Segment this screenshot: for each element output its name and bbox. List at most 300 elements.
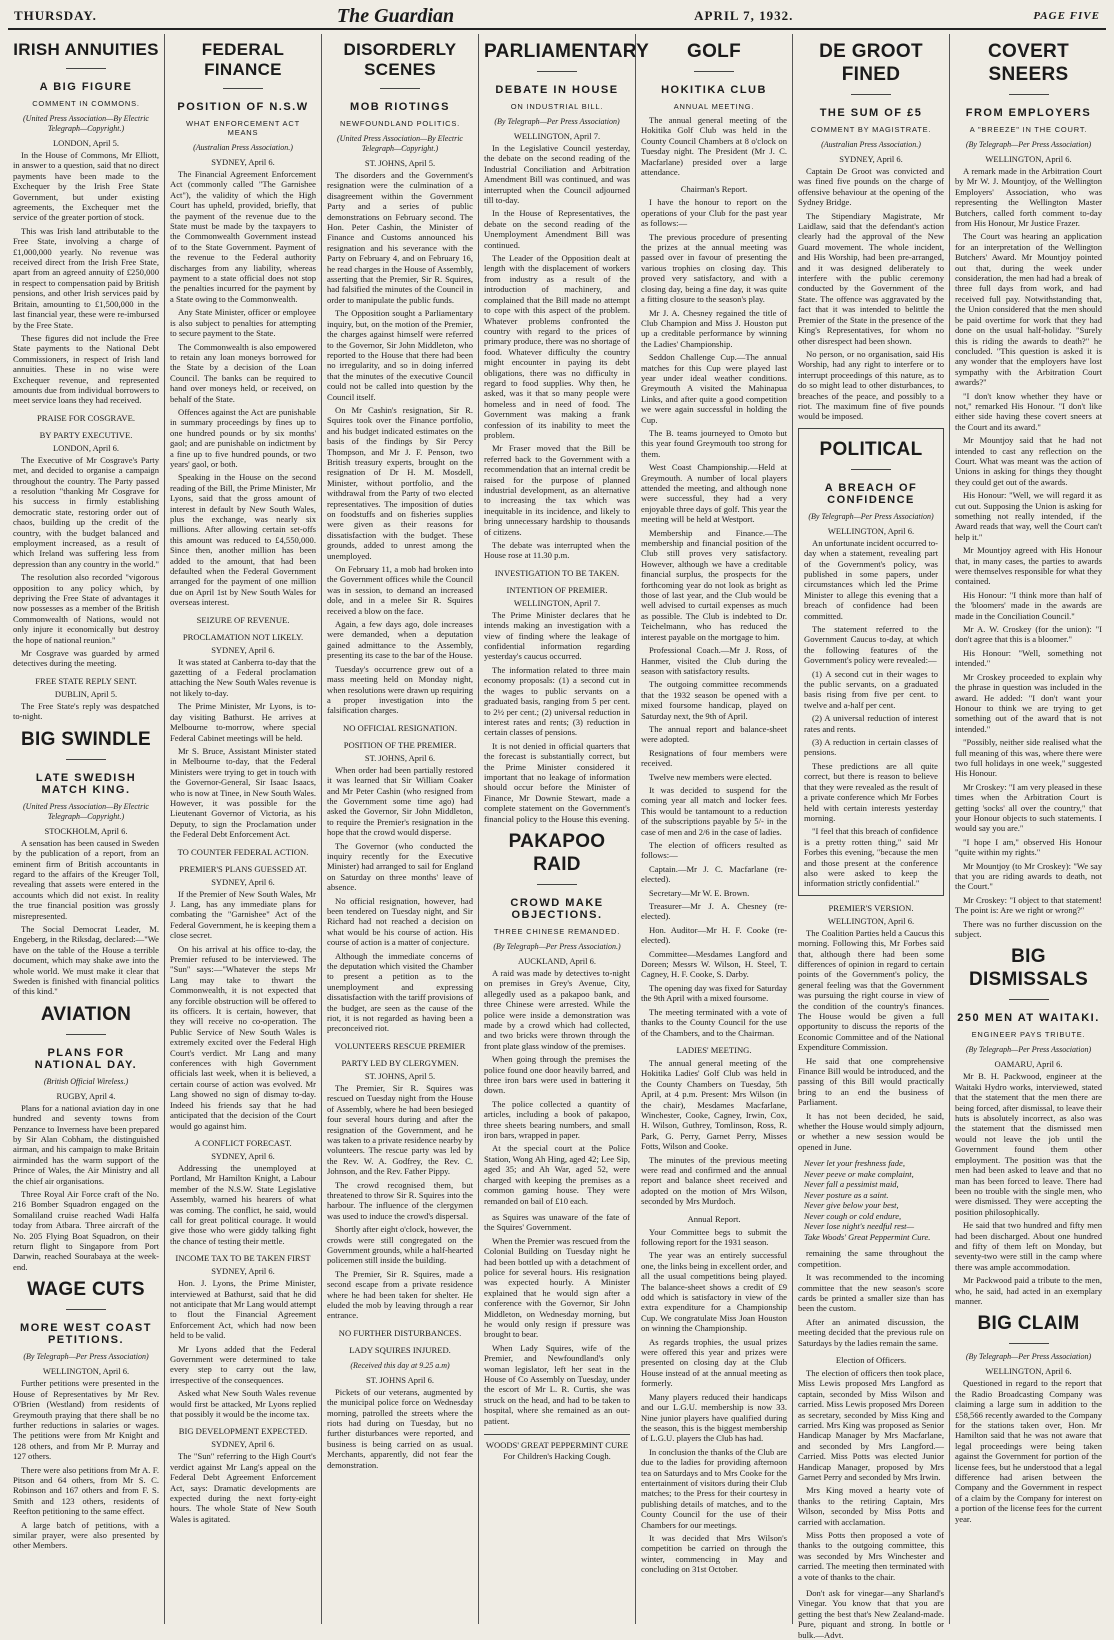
subhead: INCOME TAX TO BE TAKEN FIRST bbox=[175, 1253, 311, 1264]
dateline: SYDNEY, April 6. bbox=[211, 1439, 275, 1450]
subhead: PREMIER'S VERSION. bbox=[828, 902, 914, 913]
paragraph: A sensation has been caused in Sweden by the publication of a report, from an eminent firm of British accountants in regard to the affairs of the Kreuger Toll, revealing that assets were entered in the accounts which did not exist. In reality the true financial position was grossly misrepresented. bbox=[13, 837, 159, 921]
paragraph: There were also petitions from Mr A. F. Pitson and 64 others, from Mr S. C. Robinson and 167 others and from F. S. Smith and 123 others, residents of Reefton petitioning to the same effect. bbox=[13, 1464, 159, 1517]
paragraph: The Stipendiary Magistrate, Mr Laidlaw, said that the defendant's action clearly had the approval of the New Guard movement. The whole incident, and His Worship, had been pre-arranged, and it was designed deliberately to interfere with the public ceremony conducted by the Government of the State. The offence was aggravated by the fact that it was intended to belittle the Premier of the State in the presence of the King's Representatives, for whom no other disrespect had been shown. bbox=[798, 210, 944, 346]
headline: GOLF bbox=[687, 41, 741, 62]
paragraph: When Lady Squires, wife of the Premier, and Newfoundland's only woman legislator, left her seat in the House of Co Assembly on Tuesday, under the escort of Mr L. R. Curtis, she was struck on the head, and had to be taken to hospital, where she remained as an out-patient. bbox=[484, 1342, 630, 1426]
paragraph: When going through the premises the police found one door heavily barred, and three iron bars were used in battering it down. bbox=[484, 1054, 630, 1096]
paragraph: This was Irish land attributable to the Free State, involving a charge of £1,000,000 yearly. No revenue was received direct from the Irish Free State, apart from an agreed annuity of £250,000 in respect to compensation paid by British pensions, and other Irish services paid by Britain, amounting to £1,500,000 in the last financial year, these were re-imbursed by the Free State. bbox=[13, 225, 159, 330]
article bbox=[641, 1214, 787, 1575]
deck: MOB RIOTINGS bbox=[350, 101, 450, 113]
source-line: (By Telegraph—Per Press Association) bbox=[23, 1352, 149, 1362]
paragraph: Captain.—Mr J. C. Macfarlane (re-elected). bbox=[641, 863, 787, 885]
headline: FEDERAL FINANCE bbox=[201, 40, 285, 79]
article bbox=[641, 1045, 787, 1207]
rule-divider bbox=[537, 71, 577, 72]
paragraph: The Opposition sought a Parliamentary inquiry, but, on the motion of the Premier, the charges against himself were referred to the Governor, Sir John Middleton, who reported to the House that there had been no irregularity, and so in doing inferred that the minutes of the executive Council could not be called into question by the Council itself. bbox=[327, 308, 473, 402]
paragraph: It was stated at Canberra to-day that the gazetting of a Federal proclamation attaching the New South Wales revenue is not likely to-day. bbox=[170, 656, 316, 698]
subhead: PROCLAMATION NOT LIKELY. bbox=[182, 631, 304, 642]
paragraph: Mr J. A. Chesney regained the title of Club Champion and Miss J. Houston put up a creditable performance by winning the Ladies' Championship. bbox=[641, 307, 787, 349]
paragraph: In the Legislative Council yesterday, the debate on the second reading of the Industrial Conciliation and Arbitration Amendment Bill was continued, and was interrupted when the Council adjourned till to-day. bbox=[484, 143, 630, 206]
paragraph: as Squires was unaware of the fate of the Squires' Government. bbox=[484, 1211, 630, 1233]
subhead: SEIZURE OF REVENUE. bbox=[196, 614, 290, 625]
source-line: (By Telegraph—Per Press Association) bbox=[494, 117, 620, 126]
paragraph: He said that one comprehensive Finance Bill would be introduced, and the passing of this Bill would practically bring to an end the business of Parliament. bbox=[798, 1055, 944, 1108]
verse-line: Take Woods' Great Peppermint Cure. bbox=[804, 1231, 931, 1242]
dateline: ST. JOHNS, April 6. bbox=[364, 752, 436, 763]
subdeck: NEWFOUNDLAND POLITICS. bbox=[339, 119, 461, 128]
subhead: INTENTION OF PREMIER. bbox=[506, 584, 608, 595]
article bbox=[13, 1003, 159, 1273]
headline: BIG CLAIM bbox=[977, 1313, 1080, 1335]
source-line: (By Telegraph—Per Press Association) bbox=[965, 1045, 1092, 1055]
rule-divider bbox=[66, 1034, 106, 1035]
paragraph: The opening day was fixed for Saturday the 9th April with a mixed foursome. bbox=[641, 982, 787, 1004]
dateline: WELLINGTON, April 7. bbox=[513, 597, 601, 608]
article bbox=[484, 1212, 630, 1426]
paragraph: The Social Democrat Leader, M. Engeberg, in the Riksdag, declared:—"We have on the table of the House a terrible document, which may shake awe into the whole world. We must make it clear that Sweden is finished with financial politics of this kind." bbox=[13, 923, 159, 997]
subdeck: COMMENT IN COMMONS. bbox=[32, 99, 140, 108]
paragraph: In conclusion the thanks of the Club are due to the ladies for providing afternoon tea on Saturdays and to Mrs Cooke for the entertainment of visitors during their Club matches; to the Press for their courtesy in publishing details of matches, and to the County Council for the use of their Chambers for our meetings. bbox=[641, 1446, 787, 1530]
headline: DISORDERLY SCENES bbox=[343, 40, 457, 79]
paragraph: A raid was made by detectives to-night on premises in Grey's Avenue, City, allegedly used as a pakapoo bank, and three Chinese were arrested. While the police were inside a demonstration was made by a crowd which had collected, and two bricks were thrown through the front plate glass window of the premises. bbox=[484, 967, 630, 1051]
paragraph: I have the honour to report on the operations of your Club for the past year as follows:— bbox=[641, 197, 787, 229]
paragraph: Your Committee begs to submit the following report for the 1931 season. bbox=[641, 1226, 787, 1247]
verse-line: Never peeve or make complaint, bbox=[804, 1168, 914, 1179]
masthead-date: APRIL 7, 1932. bbox=[694, 8, 794, 23]
paragraph: When order had been partially restored it was learned that Sir William Coaker and Mr Peter Cashin (who resigned from the Government some time ago) had asked the Governor, Sir John Middleton, to require the Premier's resignation in the hope that the crowd would disperse. bbox=[327, 764, 473, 838]
paragraph: The election of officers then took place, Miss Lewis proposed Mrs Langford as captain, seconded by Miss Wilson and carried. Miss Lewis proposed Mrs Doreen as secretary, seconded by Miss King and carried. Mrs King was proposed as Senior Handicap Manager by Mrs Macfarlane, and seconded by Mrs Langford.—Carried. Miss Potts was elected Junior Handicap Manager, proposed by Mrs Garnet Perry and seconded by Mrs Irwin. bbox=[798, 1367, 944, 1482]
dateline: LONDON, April 6. bbox=[52, 442, 120, 453]
paragraph: Addressing the unemployed at Portland, Mr Hamilton Knight, a Labour member of the N.S.W. State Legislative Assembly, warned his hearers of what was coming. The conflict, he said, would call for great political courage. It would give those who were giddy talking fight the chance of testing their mettle. bbox=[170, 1162, 316, 1246]
paragraph: West Coast Championship.—Held at Greymouth. A number of local players attended the meeting, and although none were successful, they had a very enjoyable three days of golf. This year the meeting will be held at Westport. bbox=[641, 462, 787, 525]
subdeck: ANNUAL MEETING. bbox=[673, 102, 755, 111]
paragraph: Tuesday's occurrence grew out of a mass meeting held on Monday night, when resolutions were drawn up requiring a proper investigation into the falsification charges. bbox=[327, 663, 473, 716]
column-grid bbox=[8, 34, 1106, 1640]
paragraph: Plans for a national aviation day in one hundred and seventy towns from Penzance to Inverness have been prepared by Sir Alan Cobham, the distinguished airman, and his campaign to make Britain airminded has the warm support of the Prince of Wales, the Air Ministry and all the chief air organisations. bbox=[13, 1102, 159, 1186]
paragraph: The "Sun" referring to the High Court's verdict against Mr Lang's appeal on the Federal Debt Agreement Enforcement Act, says: Dramatic developments are expected during the next forty-eight hours. The whole State of New South Wales is agitated. bbox=[170, 1451, 316, 1524]
column-4 bbox=[479, 34, 650, 1624]
paragraph: "I don't know whether they have or not," remarked His Honour. "I don't like either side having these covert sneers at the Court and its award." bbox=[955, 390, 1102, 432]
article bbox=[798, 903, 944, 1153]
deck: A BIG FIGURE bbox=[39, 81, 133, 93]
deck: LATE SWEDISH MATCH KING. bbox=[35, 771, 137, 796]
rule-divider bbox=[66, 68, 106, 69]
paragraph: The Prime Minister declares that he intends making an investigation with a view of finding where the leakage of confidential information regarding yesterday's caucus occurred. bbox=[484, 609, 630, 662]
article bbox=[798, 428, 944, 896]
article bbox=[798, 1248, 944, 1348]
paragraph: Offences against the Act are punishable in summary proceedings by fines up to one hundred pounds or by six months' gaol; and are punishable on indictment by a fine up to five hundred pounds, or two years' gaol, or both. bbox=[170, 406, 316, 469]
subhead: NO OFFICIAL RESIGNATION. bbox=[342, 722, 458, 733]
verse-line: Never fall a pessimist maid, bbox=[804, 1179, 899, 1190]
rule-divider bbox=[1009, 1343, 1049, 1344]
paragraph: Mr Croskey: "I am very pleased in these times when the Arbitration Court is getting 'socks' all over the country," that your Honour objects to such statements. I would say you are." bbox=[955, 781, 1102, 834]
paragraph: "I hope I am," observed His Honour "quite within my rights." bbox=[955, 836, 1102, 858]
deck: HOKITIKA CLUB bbox=[661, 84, 767, 96]
paragraph: There was no further discussion on the subject. bbox=[955, 918, 1102, 940]
source-line: (By Telegraph—Per Press Association) bbox=[808, 511, 934, 521]
paragraph: Mr Cosgrave was guarded by armed detectives during the meeting. bbox=[13, 648, 159, 669]
dateline: STOCKHOLM, April 6. bbox=[44, 825, 128, 836]
paragraph: It was recommended to the incoming committee that the new season's score cards be printed a smaller size than has been the custom. bbox=[798, 1272, 944, 1314]
rule-divider bbox=[537, 884, 577, 885]
subdeck: A "BREEZE" IN THE COURT. bbox=[969, 125, 1088, 134]
source-line: (United Press Association—By Electric Telegraph—Copyright.) bbox=[23, 114, 149, 133]
dateline: WELLINGTON, April 7. bbox=[513, 131, 601, 141]
paragraph: Asked what New South Wales revenue would first be attacked, Mr Lyons replied that possibly it would be the income tax. bbox=[170, 1388, 316, 1420]
paragraph: Pickets of our veterans, augmented by the municipal police force on Wednesday morning, patrolled the streets where the riots had during on Tuesday, but no further disturbances were reported, and business is being carried on as usual. Merchants, apparently, did not fear the demonstration. bbox=[327, 1386, 473, 1470]
paragraph: The Premier, Sir R. Squires, made a second escape from a private residence where he had been taken for shelter. He eluded the mob by leaving through a rear entrance. bbox=[327, 1268, 473, 1321]
column-6 bbox=[793, 34, 950, 1640]
subhead: VOLUNTEERS RESCUE PREMIER bbox=[334, 1040, 466, 1051]
paragraph: remaining the same throughout the competition. bbox=[798, 1248, 944, 1269]
dateline: LONDON, April 5. bbox=[52, 138, 120, 148]
article bbox=[170, 1138, 316, 1246]
dateline: WELLINGTON, April 6. bbox=[985, 1366, 1072, 1377]
paragraph: Hon. Auditor—Mr H. F. Cooke (re-elected). bbox=[641, 924, 787, 946]
rule-divider bbox=[1009, 999, 1049, 1000]
headline: BIG SWINDLE bbox=[21, 728, 151, 750]
headline: DE GROOT FINED bbox=[819, 41, 923, 85]
paragraph: Committee—Mesdames Langford and Doreen; Messrs W. Wilson, H. Steel, T. Cagney, H. F. Cooke, S. Darby. bbox=[641, 948, 787, 980]
paragraph: At the special court at the Police Station, Wong Ah Hing, aged 42; Lee Sip, aged 35; and Ah War, aged 52, were charged with keeping the premises as a common gaming house. They were remanded on bail of £10 each. bbox=[484, 1143, 630, 1206]
verse-line: Never posture as a saint. bbox=[804, 1189, 889, 1200]
paragraph: The annual general meeting of the Hokitika Golf Club was held in the County Council Chambers at 8 o'clock on Tuesday night. The President (Mr J. C. Macfarlane) presided over a large attendance. bbox=[641, 115, 787, 178]
headline: WAGE CUTS bbox=[27, 1279, 145, 1301]
paragraph: (3) A reduction in certain classes of pensions. bbox=[804, 737, 938, 758]
paragraph: The information related to three main economy proposals: (1) a second cut in the wages to public servants on a graduated basis, ranging from 5 per cent. to 2½ per cent.; (2) universal reduction in interest rates and rents; (3) reduction in certain classes of pensions. bbox=[484, 664, 630, 738]
rule-divider bbox=[223, 88, 263, 89]
subhead: BIG DEVELOPMENT EXPECTED. bbox=[178, 1426, 308, 1437]
subhead: LADY SQUIRES INJURED. bbox=[349, 1344, 451, 1355]
dateline: WELLINGTON, April 6. bbox=[985, 154, 1072, 164]
headline: PAKAPOO RAID bbox=[508, 830, 606, 875]
masthead-day: THURSDAY. bbox=[14, 8, 97, 23]
subhead: PARTY LED BY CLERGYMEN. bbox=[341, 1057, 459, 1068]
dateline: SYDNEY, April 6. bbox=[211, 1266, 275, 1277]
dateline: SYDNEY, April 6. bbox=[211, 157, 275, 167]
paragraph: These predictions are all quite correct, but there is reason to believe that they were revealed as the result of a private conference which Mr Forbes held with certain interests yesterday morning. bbox=[804, 760, 938, 823]
dateline: SYDNEY, April 6. bbox=[211, 1150, 275, 1161]
paragraph: The Coalition Parties held a Caucus this morning. Following this, Mr Forbes said that, although there had been some differences of opinion in regard to certain points of the Government's policy, the general feeling was that the Government was pursuing the right course in view of the condition of the country's finances. The House would be given a full opportunity to discuss the reports of the Economic Committee and of the National Expenditure Commission. bbox=[798, 927, 944, 1053]
source-line: (United Press Association—By Electric Telegraph—Copyright.) bbox=[337, 134, 463, 153]
article bbox=[13, 40, 159, 406]
source-line: (Received this day at 9.25 a.m) bbox=[350, 1360, 450, 1370]
paragraph: Mr Mountjoy (to Mr Croskey): "We say that you are riding awards to death, not the Court." bbox=[955, 860, 1102, 892]
article bbox=[955, 945, 1102, 1306]
dateline: AUCKLAND, April 6. bbox=[518, 955, 596, 966]
paragraph: As regards trophies, the usual prizes were offered this year and prizes were presented on closing day at the Club House instead of at the annual meeting as formerly. bbox=[641, 1336, 787, 1389]
article bbox=[170, 847, 316, 1131]
paragraph: The debate was interrupted when the House rose at 11.30 p.m. bbox=[484, 540, 630, 561]
subhead: TO COUNTER FEDERAL ACTION. bbox=[177, 846, 309, 857]
paragraph: Mr Mountjoy agreed with His Honour that, in many cases, the parties to awards were themselves responsible for what they contained. bbox=[955, 545, 1102, 587]
article bbox=[327, 40, 473, 716]
rule-divider bbox=[851, 94, 891, 95]
paragraph: Mr Croskey: "I object to that statement! The point is: Are we right or wrong?" bbox=[955, 894, 1102, 916]
article bbox=[170, 1253, 316, 1419]
deck: 250 MEN AT WAITAKI. bbox=[957, 1012, 1100, 1025]
paragraph: Again, a few days ago, dole increases were demanded, when a deputation gained admittance to the Assembly, presenting its case to the bar of the House. bbox=[327, 619, 473, 661]
deck: DEBATE IN HOUSE bbox=[495, 84, 619, 96]
dateline: WELLINGTON, April 6. bbox=[42, 1366, 130, 1377]
subdeck: THREE CHINESE REMANDED. bbox=[493, 926, 621, 936]
paragraph: The B. teams journeyed to Omoto but this year found Greymouth too strong for them. bbox=[641, 427, 787, 459]
dateline: OAMARU, April 6. bbox=[994, 1059, 1063, 1070]
article bbox=[798, 1355, 944, 1582]
ad-title: WOODS' GREAT PEPPERMINT CURE bbox=[485, 1440, 629, 1451]
paragraph: On his arrival at his office to-day, the Premier refused to be interviewed. The "Sun" says:—"Whatever the steps Mr Lang may take to thwart the Commonwealth, it is not expected that any forcible obstruction will be offered to its officers. It is certain, however, that they will receive no co-operation. The Public Service of New South Wales is extremely excited over the Federal High Court's verdict. Mr Lang and many conferences with high Government officials last week, when it is believed, a certain course of action was evolved. Mr Lang showed no sign of dismay to-day. Indeed his friends say that he had anticipated that the decision of the Court would go against him. bbox=[170, 943, 316, 1131]
paragraph: Questioned in regard to the report that the Radio Broadcasting Company was claiming a large sum in addition to the £58,566 recently awarded to the Company for the stations taken over, Hon. Mr Hamilton said that he was not aware that legal proceedings were being taken against the Government for portion of the license fees, but he understood that a legal difference had arisen between the Company and the Government in respect of a claim by the Company for interest on a portion of the license fees for the current year. bbox=[955, 1378, 1102, 1524]
article bbox=[955, 1312, 1102, 1524]
paragraph: The Governor (who conducted the inquiry recently for the Executive Minister) had arranged to sail for England on Saturday on three months' leave of absence. bbox=[327, 840, 473, 893]
paragraph: The Prime Minister, Mr Lyons, is to-day visiting Bathurst. He arrives at Melbourne to-morrow, where special Federal Cabinet meetings will be held. bbox=[170, 701, 316, 743]
paragraph: Three Royal Air Force craft of the No. 216 Bomber Squadron engaged on the Somaliland cruise reached Wadi Halfa today from Atbara. Three aircraft of the No. 205 Flying Boat Squadron, on their return flight to Singapore from Port Darwin, reached Sourabaya at the week-end. bbox=[13, 1189, 159, 1272]
paragraph: These figures did not include the Free State payments to the National Debt Commissioners, in respect of Irish land annuities. These in no wise were Exchequer revenue, and represented amounts due from individual borrowers to meet service loans they had received. bbox=[13, 332, 159, 406]
headline: AVIATION bbox=[40, 1003, 132, 1025]
paragraph: The year was an entirely successful one, the links being in excellent order, and all the usual competitions being played. The balance-sheet shows a credit of £9 odd which is satisfactory in view of the extra expenditure for a Championship Cup. We congratulate Miss Joan Houston on winning the Championship. bbox=[641, 1250, 787, 1334]
subhead: POSITION OF THE PREMIER. bbox=[343, 739, 457, 750]
paragraph: His Honour: "I think more than half of the 'bloomers' made in the awards are made in the Conciliation Council." bbox=[955, 589, 1102, 621]
paragraph: (1) A second cut in their wages to the public servants, on a graduated basis rising from five per cent. to twelve and a-half per cent. bbox=[804, 668, 938, 710]
paragraph: Secretary—Mr W. E. Brown. bbox=[649, 887, 750, 898]
article bbox=[484, 40, 650, 561]
dateline: SYDNEY, April 6. bbox=[211, 644, 275, 655]
paragraph: Further petitions were presented in the House of Representatives by Mr Rev. O'Brien (Westland) from residents of Greymouth praying that there shall be no further reductions in salaries or wages. The petitions were from Mr Knight and 128 others, and from Mr P. Murray and 127 others. bbox=[13, 1378, 159, 1462]
article bbox=[484, 568, 630, 824]
paragraph: (2) A universal reduction of interest rates and rents. bbox=[804, 713, 938, 734]
masthead bbox=[8, 4, 1106, 30]
source-line: (British Official Wireless.) bbox=[43, 1076, 129, 1086]
paragraph: No person, or no organisation, said His Worship, had any right to interfere or to interrupt proceedings of this nature, as to do so might lead to other disturbances, to breaches of the peace, and possibly to a riot. The maximum fine of five pounds would be imposed. bbox=[798, 348, 944, 422]
article bbox=[170, 40, 316, 608]
dateline: WELLINGTON, April 6. bbox=[827, 525, 915, 536]
paragraph: On Mr Cashin's resignation, Sir R. Squires took over the Finance portfolio, and his budget indicated estimates on the basis of the findings by Sir Percy Thompson, and Mr J. F. Penson, two British treasury experts, brought on the resignation of Dr H. M. Mosdell, Minister, without portfolio, and the withdrawal from the Party of two elected representatives. The imposition of duties on foodstuffs and on fisheries supplies were given as their reasons for dissatisfaction with the budget. These grounds, added to unrest among the unemployed. bbox=[327, 404, 473, 561]
paragraph: The resolution also recorded "vigorous opposition to any policy which, by depriving the Free State of advantages it now possesses as a member of the British Commonwealth of Nations, would not only injure it economically but destroy the hope of national reunion." bbox=[13, 572, 159, 645]
paragraph: Mr Lyons added that the Federal Government were determined to take every step to carry out the law, irrespective of the consequences. bbox=[170, 1343, 316, 1385]
paragraph: Resignations of four members were received. bbox=[641, 747, 787, 769]
paragraph: The election of officers resulted as follows:— bbox=[641, 840, 787, 861]
paragraph: It was decided that Mrs Wilson's competition be carried on through the winter, commencing in May and concluding on 31st October. bbox=[641, 1532, 787, 1575]
rule-divider bbox=[694, 71, 734, 72]
subhead: BY PARTY EXECUTIVE. bbox=[39, 429, 133, 440]
paragraph: The meeting terminated with a vote of thanks to the County Council for the use of the Chambers, and to the Chairman. bbox=[641, 1006, 787, 1038]
paragraph: Seddon Challenge Cup.—The annual matches for this Cup were played last year under ideal weather conditions. Greymouth A visited the Mahinapua Links, and after quite a good competition we were again successful in holding the Cup. bbox=[641, 352, 787, 425]
paragraph: The minutes of the previous meeting were read and confirmed and the annual report and balance sheet received and adopted on the motion of Mrs Wilson, seconded by Mrs Murdoch. bbox=[641, 1154, 787, 1207]
deck: THE SUM OF £5 bbox=[819, 107, 923, 119]
paragraph: The Leader of the Opposition dealt at length with the displacement of workers from industry as a result of the introduction of machinery, and complained that the Bill made no attempt to cope with this aspect of the problem. Whatever problems confronted the country with regard to the prices of primary produce, there was no shortage of food. Whatever difficulty the country might encounter in paying its debt obligations, there was no difficulty in regard to food supplies. Why then, he asked, was it that so many people were homeless and in need of food. The Government was making a frank confession of its inability to meet the problem. bbox=[484, 253, 630, 440]
source-line: (Australian Press Association.) bbox=[821, 140, 921, 149]
column-2 bbox=[165, 34, 322, 1624]
paragraph: Twelve new members were elected. bbox=[649, 771, 772, 782]
paragraph: Mr Croskey proceeded to explain why the phrase in question was included in the award. He added: "I don't want your Honour to think we are trying to get something out of the award that is not intended." bbox=[955, 671, 1102, 734]
paragraph: Mr Mountjoy said that he had not intended to cast any reflection on the Court. What was meant was the action of Unions in asking for things they thought they could get out of the awards. bbox=[955, 435, 1102, 487]
verse-line: Never let your freshness fade, bbox=[804, 1158, 905, 1169]
headline: BIG DISMISSALS bbox=[968, 946, 1089, 991]
dateline: SYDNEY, April 6. bbox=[211, 876, 275, 887]
article bbox=[13, 676, 159, 722]
subhead: LADIES' MEETING. bbox=[676, 1044, 752, 1055]
source-line: (By Telegraph—Per Press Association) bbox=[965, 140, 1092, 149]
paragraph: Mr S. Bruce, Assistant Minister stated in Melbourne to-day, that the Federal Ministers were trying to get in touch with the Governor-General, Sir Isaac Isaacs, who is now at Tinee, in New South Wales. However, it was possible for the Lieutenant Governor of Victoria, as his Deputy, to sign the Proclamation under the Federal Debt Enforcement Act. bbox=[170, 745, 316, 840]
subdeck: WHAT ENFORCEMENT ACT MEANS bbox=[186, 119, 300, 137]
paragraph: Membership and Finance.—The membership and financial position of the Club still proves very satisfactory. However, although we have a creditable financial surplus, the prospects for the forthcoming year do not look as bright as those of last year, and the Club would be well advised to curtail expenses as much as possible. The Club is indebted to Dr. Teichelmann, who has reduced the interest payable on the mortgage to him. bbox=[641, 527, 787, 642]
paragraph: The previous procedure of presenting the prizes at the annual meeting was passed over in favour of presenting the various trophies on closing day. This proved very satisfactory, and with a closing day, being a fine day, it was quite a fitting closure to the season's play. bbox=[641, 231, 787, 305]
paragraph: On February 11, a mob had broken into the Government offices while the Council was in session, to demand an increased dole, and in a melee Sir R. Squires received a blow on the face. bbox=[327, 564, 473, 616]
subhead: A CONFLICT FORECAST. bbox=[194, 1137, 292, 1148]
dateline: ST. JOHNS April 6. bbox=[365, 1374, 435, 1385]
advert-verse bbox=[804, 1158, 944, 1242]
column-7 bbox=[950, 34, 1107, 1624]
subhead: Election of Officers. bbox=[835, 1354, 907, 1365]
paragraph: It has not been decided, he said, whether the House would simply adjourn, or whether a new session would be opened in June. bbox=[798, 1110, 944, 1152]
paragraph: Treasurer—Mr J. A. Chesney (re-elected). bbox=[641, 901, 787, 922]
paragraph: Mrs King moved a hearty vote of thanks to the retiring Captain, Mrs Wilson, seconded by Miss Potts and carried with acclamation. bbox=[798, 1485, 944, 1527]
paragraph: Don't ask for vinegar—any Sharland's Vinegar. You know that that you are getting the best that's New Zealand-made. Pure, piquant and strong. In bottle or bulk.—Advt. bbox=[798, 1588, 944, 1640]
deck: CROWD MAKE OBJECTIONS. bbox=[510, 896, 604, 921]
rule-divider bbox=[66, 1309, 106, 1310]
paragraph: The Executive of Mr Cosgrave's Party met, and decided to organise a campaign throughout the country. The Party passed a resolution "thanking Mr Cosgrave for his success in firmly establishing democratic state, restoring order out of chaos, building up the credit of the country, with the budget balanced and employment increased, as a result of which Ireland was suffering less from depression than any country in the world." bbox=[13, 454, 159, 569]
deck: POSITION OF N.S.W bbox=[177, 101, 309, 113]
article bbox=[327, 723, 473, 1034]
paragraph: Many players reduced their handicaps and our L.G.U. membership is now 33. Nine junior players have qualified during the season, this is the biggest membership of L.G.U. players the Club has had. bbox=[641, 1391, 787, 1444]
column-1 bbox=[8, 34, 165, 1624]
paragraph: "I feel that this breach of confidence is a pretty rotten thing," said Mr Forbes this evening, "because the men and those present at the conference also were asked to keep the information strictly confidential." bbox=[804, 826, 938, 889]
article bbox=[170, 615, 316, 840]
paragraph: Mr A. W. Croskey (for the union): "I don't agree that this is a bloomer." bbox=[955, 624, 1102, 645]
paragraph: The Commonwealth is also empowered to retain any loan moneys borrowed for the State by a decision of the Loan Council. The banks can be required to hand over moneys held, or received, on behalf of the State. bbox=[170, 341, 316, 404]
paragraph: The Court was hearing an application for an interpretation of the Wellington Butchers' Award. Mr Mountjoy pointed out that, during the week under consideration, the men had had a break of three full days from work, and had received full pay. Notwithstanding that, the Union considered that the men should be paid overtime for work that they had done on the usual half-holiday. "Surely this is riding the awards to death?" he concluded. "This question is asked it is any wonder that the employers have lost sympathy with the Arbitration Court awards?" bbox=[955, 231, 1102, 388]
source-line: (Australian Press Association.) bbox=[193, 143, 293, 152]
column-3 bbox=[322, 34, 479, 1624]
paragraph: The outgoing committee recommends that the 1932 season be opened with a mixed foursome handicap, played on Saturday next, the 9th of April. bbox=[641, 679, 787, 721]
article bbox=[327, 1328, 473, 1470]
paragraph: The crowd recognised them, but threatened to throw Sir R. Squires into the harbour. The influence of the clergymen was used to induce the crowd's dispersal. bbox=[327, 1179, 473, 1221]
masthead-page-number: PAGE FIVE bbox=[1033, 10, 1100, 22]
paragraph: Although the immediate concerns of the deputation which visited the Chamber to present a petition as to the unemployment and expressing dissatisfaction with the tariff provisions of the budget, are seen as the cause of the riot, it is not regarded as having been a preconceived riot. bbox=[327, 950, 473, 1034]
paragraph: Mr B. H. Packwood, engineer at the Waitaki Hydro works, interviewed, stated that the statement that the men there are being forced, after dismissal, to leave their huts is absolutely incorrect, as also was the statement that the dismissed men would not leave the job until the Government found them other employment. The position was that the men had been asked to leave and that no man has been forced to leave. There had been no trouble with the single men, who were dismissed. They were accepting the position philosophically. bbox=[955, 1071, 1102, 1217]
paragraph: If the Premier of New South Wales, Mr J. Lang, has any immediate plans for combating the "Garnishee" Act of the Federal Government, he is keeping them a close secret. bbox=[170, 888, 316, 941]
paragraph: Hon. J. Lyons, the Prime Minister, interviewed at Bathurst, said that he did not anticipate that Mr Lang would attempt to flout the Financial Agreement Enforcement Act, which had now been held to be valid. bbox=[170, 1278, 316, 1341]
rule-divider bbox=[66, 759, 106, 760]
paragraph: Mr Packwood paid a tribute to the men, who, he said, had acted in an exemplary manner. bbox=[955, 1275, 1102, 1306]
article bbox=[13, 413, 159, 669]
paragraph: A remark made in the Arbitration Court by Mr W. J. Mountjoy, of the Wellington Employers' Association, who was representing the Wellington Master Butchers, called forth comment to-day from His Honour, Mr Justice Frazer. bbox=[955, 166, 1102, 229]
subhead: PRAISE FOR COSGRAVE. bbox=[37, 412, 135, 423]
paragraph: After an animated discussion, the meeting decided that the previous rule on Saturdays by the ladies remain the same. bbox=[798, 1316, 944, 1348]
deck: FROM EMPLOYERS bbox=[965, 107, 1092, 119]
paragraph: The statement referred to the Government Caucus to-day, at which the following features of the Government's policy were revealed:— bbox=[804, 624, 938, 666]
dateline: SYDNEY, April 6. bbox=[839, 154, 903, 164]
verse-line: Never give below your best, bbox=[804, 1200, 899, 1211]
subhead: Annual Report. bbox=[687, 1213, 741, 1224]
subhead: FREE STATE REPLY SENT. bbox=[35, 675, 137, 686]
paragraph: It is not denied in official quarters that the forecast is substantially correct, but the Prime Minister considered it important that no leakage of information should occur before the Minister of Finance, Mr Downie Stewart, made a complete statement on the Government's financial policy to the House this evening. bbox=[484, 740, 630, 824]
masthead-paper-name: The Guardian bbox=[336, 4, 455, 27]
paragraph: Shortly after eight o'clock, however, the crowds were still congregated on the Government grounds, while a half-hearted policemen still inside the building. bbox=[327, 1224, 473, 1266]
paragraph: When the Premier was rescued from the Colonial Building on Tuesday night he had been bottled up with a detachment of police for several hours. His resignation was expected hourly. A Minister explained that he would sign after a conference with the Governor, Sir John Middleton, on Wednesday morning, but he would only resign if pressure was brought to bear. bbox=[484, 1235, 630, 1340]
paragraph: His Honour: "Well, something not intended." bbox=[955, 647, 1102, 669]
column-5 bbox=[636, 34, 793, 1624]
source-line: (United Press Association—By Electric Telegraph—Copyright.) bbox=[23, 801, 149, 821]
paragraph: In the House of Representatives, the debate on the second reading of the Unemployment Amendment Bill was continued. bbox=[484, 208, 630, 250]
paragraph: An unfortunate incident occurred to-day when a statement, revealing part of the Government's policy, was published in some papers, under circumstances which led the Prime Minister to allege this evening that a breach of confidence had been committed. bbox=[804, 537, 938, 621]
subhead: Chairman's Report. bbox=[680, 184, 748, 195]
paragraph: Speaking in the House on the second reading of the Bill, the Prime Minister, Mr Lyons, said that the gross amount of interest in default by New South Wales, plus the exchange, was nearly six millions. After allowing certain set-offs this amount was reduced to £4,550,000. Since then, another million has been added to the amount, that had been defaulted when the Federal Government arranged for the payment of one million due on April 1st by New South Wales for overseas interest. bbox=[170, 472, 316, 608]
ad-subtitle: For Children's Hacking Cough. bbox=[503, 1451, 611, 1462]
article bbox=[798, 1588, 944, 1640]
verse-line: Never cough or cold endure, bbox=[804, 1210, 902, 1221]
dateline: WELLINGTON, April 6. bbox=[827, 915, 915, 926]
paragraph: A large batch of petitions, with a similar prayer, were also presented by other Members. bbox=[13, 1519, 159, 1551]
subhead: PREMIER'S PLANS GUESSED AT. bbox=[179, 863, 307, 874]
subhead: NO FURTHER DISTURBANCES. bbox=[338, 1327, 462, 1338]
deck: A BREACH OF CONFIDENCE bbox=[824, 481, 918, 506]
paragraph: The police collected a quantity of articles, including a book of pakapoo, three sheets bearing numbers, and small iron bars, wrapped in paper. bbox=[484, 1098, 630, 1141]
source-line: (By Telegraph—Per Press Association.) bbox=[493, 941, 621, 951]
deck: MORE WEST COAST PETITIONS. bbox=[20, 1322, 152, 1347]
dateline: ST. JOHNS, April 5. bbox=[364, 1070, 436, 1081]
subhead: INVESTIGATION TO BE TAKEN. bbox=[494, 567, 620, 578]
paragraph: It was decided to suspend for the coming year all match and locker fees. This would be tantamount to a reduction of the subscriptions payable by 5/- in the case of men and 2/6 in the case of ladies. bbox=[641, 784, 787, 837]
article bbox=[170, 1426, 316, 1524]
headline: PARLIAMENTARY bbox=[484, 41, 650, 62]
dateline: DUBLIN, April 5. bbox=[54, 688, 118, 699]
paragraph: Any State Minister, officer or employee is also subject to penalties for attempting to secure payment to the State. bbox=[170, 307, 316, 339]
paragraph: Mr Fraser moved that the Bill be referred back to the Government with a recommendation that an internal credit be raised for the purpose of planned industrial development, as an alternative to increasing the tax which was inequitable in its incidence, and likely to bring unnecessary hardship to thousands of citizens. bbox=[484, 443, 630, 537]
article bbox=[484, 830, 630, 1206]
paragraph: The annual general meeting of the Hokitika Ladies' Golf Club was held in the County Chambers on Tuesday, 5th April, at 4 p.m. Present: Mrs Wilson (in the chair), Mesdames Macfarlane, Winchester, Cooke, Cagney, Irwin, Cox, H. Wilson, Guthrey, Tomlinson, Ross, R. Park, G. Perry, Garnet Perry, Misses Fotts, Wilson and Cooke. bbox=[641, 1057, 787, 1152]
subdeck: ENGINEER PAYS TRIBUTE. bbox=[971, 1030, 1086, 1040]
dateline: ST. JOHNS, April 5. bbox=[364, 158, 436, 168]
paragraph: The Financial Agreement Enforcement Act (commonly called "The Garnishee Act"), the validity of which the High Court has upheld, provided, briefly, that the payment of the revenue due to the State must be made by the taxpayers to the Commonwealth Government instead of to the State Government. Payment of the revenue to the Federal authority discharges from any liability, whereas payment to a state official does not stop the penalties incurred for the payment by a State owing to the Commonwealth. bbox=[170, 169, 316, 304]
paragraph: "Possibly, neither side realised what the full meaning of this was, where there were two full holidays in one week," suggested His Honour. bbox=[955, 737, 1102, 779]
rule-divider bbox=[851, 469, 891, 470]
dateline: RUGBY, April 4. bbox=[56, 1090, 116, 1101]
deck: PLANS FOR NATIONAL DAY. bbox=[34, 1046, 138, 1071]
paragraph: In the House of Commons, Mr Elliott, in answer to a question, said that no direct payments have been made to the Exchequer by the Irish Free State Government, but under existing agreements, the Exchequer met the service of the greater portion of stock. bbox=[13, 150, 159, 223]
paragraph: The disorders and the Government's resignation were the culmination of a disagreement within the Government Party and a series of public demonstrations on February second. The Hon. Peter Cashin, the Minister of Finance and Customs announced his resignation and his severance with the Party on February 4, and on February 16, he read charges in the House of Assembly, asserting that the Premier, Sir R. Squires, had falsified the minutes of the Council in order to manipulate the public funds. bbox=[327, 170, 473, 305]
rule-divider bbox=[1009, 94, 1049, 95]
source-line: (By Telegraph—Per Press Association) bbox=[965, 1352, 1092, 1362]
article bbox=[327, 1041, 473, 1321]
subdeck: COMMENT BY MAGISTRATE. bbox=[810, 125, 932, 134]
verse-line: Never lose night's needful rest— bbox=[804, 1221, 915, 1232]
rule-divider bbox=[380, 88, 420, 89]
article bbox=[955, 40, 1102, 939]
paragraph: The Premier, Sir R. Squires was rescued on Tuesday night from the House of Assembly, where he had been besieged four several hours during and after the resignation of the Government, and he was taken to a private residence nearby by volunteers. The rescue party was led by the Rev. W. A. Godfrey, the Rev. C. Johnson, and the Rev. Father Pippy. bbox=[327, 1082, 473, 1177]
paragraph: The Free State's reply was despatched to-night. bbox=[13, 700, 159, 722]
paragraph: Miss Potts then proposed a vote of thanks to the outgoing committee, this was seconded by Mrs Winchester and carried. The meeting then terminated with a vote of thanks to the chair. bbox=[798, 1530, 944, 1582]
article bbox=[13, 728, 159, 997]
article bbox=[641, 40, 787, 177]
headline: IRISH ANNUITIES bbox=[13, 40, 159, 59]
headline: COVERT SNEERS bbox=[988, 41, 1069, 85]
article bbox=[13, 1278, 159, 1551]
article bbox=[798, 1158, 944, 1242]
subdeck: ON INDUSTRIAL BILL. bbox=[510, 102, 604, 111]
paragraph: He said that two hundred and fifty men had been discharged. About one hundred and fifty of them left on Monday, but seventy-two were still in the camp where there was ample accommodation. bbox=[955, 1220, 1102, 1272]
advertisement bbox=[484, 1434, 630, 1462]
paragraph: Captain De Groot was convicted and was fined five pounds on the charge of offensive behaviour at the opening of the Sydney Bridge. bbox=[798, 166, 944, 208]
paragraph: His Honour: "Well, we will regard it as cut out. Supposing the Union is asking for something not really intended, if the Award reads that way, well the Court can't help it." bbox=[955, 490, 1102, 542]
headline: POLITICAL bbox=[819, 438, 923, 460]
article bbox=[641, 184, 787, 1037]
paragraph: The annual report and balance-sheet were adopted. bbox=[641, 723, 787, 745]
article bbox=[798, 40, 944, 422]
paragraph: No official resignation, however, had been tendered on Tuesday night, and Sir Richard had not reached a decision on what would be his course of action. His course of action is a matter of conjecture. bbox=[327, 895, 473, 948]
paragraph: Professional Coach.—Mr J. Ross, of Hanmer, visited the Club during the season with satisfactory results. bbox=[641, 645, 787, 676]
